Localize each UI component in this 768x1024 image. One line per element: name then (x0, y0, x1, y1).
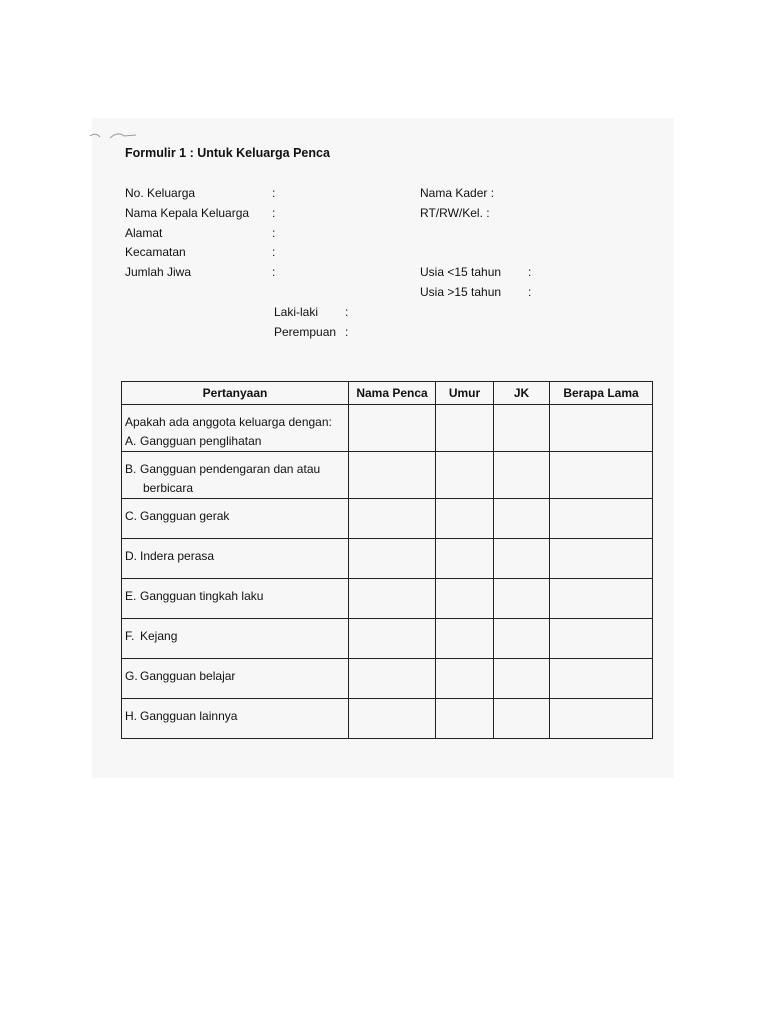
berapa-lama-cell[interactable] (550, 699, 653, 739)
jk-cell[interactable] (494, 579, 550, 619)
table-header-row (122, 382, 653, 405)
question-letter: B. (125, 462, 137, 476)
jk-cell[interactable] (494, 699, 550, 739)
question-cell (122, 579, 349, 619)
field-label-jumlah-jiwa: Jumlah Jiwa (125, 265, 192, 279)
field-label-usia-over-15: Usia >15 tahun (420, 285, 502, 299)
field-label-usia-under-15: Usia <15 tahun (420, 265, 502, 279)
umur-cell[interactable] (436, 659, 494, 699)
header-berapa-lama: Berapa Lama (550, 382, 653, 405)
field-label-rt-rw-kel: RT/RW/Kel. : (420, 206, 490, 220)
question-text: Gangguan belajar (140, 669, 236, 683)
table-row (122, 659, 653, 699)
jk-cell[interactable] (494, 452, 550, 499)
field-label-no-keluarga: No. Keluarga (125, 186, 196, 200)
question-letter: A. (125, 434, 137, 448)
berapa-lama-cell[interactable] (550, 539, 653, 579)
nama-penca-cell[interactable] (349, 619, 436, 659)
field-colon: : (272, 226, 276, 240)
question-cell (122, 699, 349, 739)
header-jk: JK (494, 382, 550, 405)
umur-cell[interactable] (436, 619, 494, 659)
berapa-lama-cell[interactable] (550, 619, 653, 659)
jk-cell[interactable] (494, 619, 550, 659)
question-cell (122, 499, 349, 539)
jk-cell[interactable] (494, 499, 550, 539)
header-pertanyaan: Pertanyaan (122, 382, 349, 405)
field-colon: : (528, 285, 532, 299)
question-letter: C. (125, 509, 137, 523)
jk-cell[interactable] (494, 405, 550, 452)
field-label-alamat: Alamat (125, 226, 163, 240)
umur-cell[interactable] (436, 539, 494, 579)
header-umur: Umur (436, 382, 494, 405)
field-colon: : (272, 186, 276, 200)
nama-penca-cell[interactable] (349, 452, 436, 499)
berapa-lama-cell[interactable] (550, 405, 653, 452)
jk-cell[interactable] (494, 539, 550, 579)
table-row (122, 405, 653, 452)
question-letter: D. (125, 549, 137, 563)
question-text: Gangguan penglihatan (140, 434, 262, 448)
header-nama-penca: Nama Penca (349, 382, 436, 405)
question-text: Indera perasa (140, 549, 215, 563)
question-letter: G. (125, 669, 138, 683)
question-cell (122, 452, 349, 499)
table-row (122, 539, 653, 579)
table-row (122, 499, 653, 539)
berapa-lama-cell[interactable] (550, 499, 653, 539)
scan-mark (88, 128, 138, 144)
question-cell (122, 539, 349, 579)
question-intro: Apakah ada anggota keluarga dengan: (125, 415, 332, 429)
umur-cell[interactable] (436, 405, 494, 452)
field-label-laki-laki: Laki-laki (274, 305, 319, 319)
field-colon: : (272, 206, 276, 220)
field-label-nama-kepala-keluarga: Nama Kepala Keluarga (125, 206, 250, 220)
field-colon: : (272, 245, 276, 259)
nama-penca-cell[interactable] (349, 499, 436, 539)
disability-table (121, 381, 653, 739)
umur-cell[interactable] (436, 452, 494, 499)
question-text: Gangguan pendengaran dan atau (140, 462, 321, 476)
question-cell (122, 659, 349, 699)
question-text-continued: berbicara (143, 481, 194, 495)
question-letter: E. (125, 589, 137, 603)
nama-penca-cell[interactable] (349, 539, 436, 579)
question-text: Gangguan lainnya (140, 709, 238, 723)
field-label-nama-kader: Nama Kader : (420, 186, 495, 200)
field-label-perempuan: Perempuan (274, 325, 337, 339)
table-row (122, 699, 653, 739)
table-row (122, 452, 653, 499)
umur-cell[interactable] (436, 699, 494, 739)
umur-cell[interactable] (436, 499, 494, 539)
table-row (122, 619, 653, 659)
nama-penca-cell[interactable] (349, 579, 436, 619)
jk-cell[interactable] (494, 659, 550, 699)
question-text: Kejang (140, 629, 178, 643)
question-letter: H. (125, 709, 137, 723)
field-colon: : (272, 265, 276, 279)
question-cell (122, 405, 349, 452)
field-colon: : (345, 305, 349, 319)
question-text: Gangguan tingkah laku (140, 589, 264, 603)
question-cell (122, 619, 349, 659)
question-letter: F. (125, 629, 135, 643)
nama-penca-cell[interactable] (349, 405, 436, 452)
berapa-lama-cell[interactable] (550, 452, 653, 499)
form-title: Formulir 1 : Untuk Keluarga Penca (125, 146, 330, 160)
field-colon: : (345, 325, 349, 339)
umur-cell[interactable] (436, 579, 494, 619)
nama-penca-cell[interactable] (349, 699, 436, 739)
table-row (122, 579, 653, 619)
berapa-lama-cell[interactable] (550, 659, 653, 699)
field-colon: : (528, 265, 532, 279)
question-text: Gangguan gerak (140, 509, 230, 523)
nama-penca-cell[interactable] (349, 659, 436, 699)
berapa-lama-cell[interactable] (550, 579, 653, 619)
field-label-kecamatan: Kecamatan (125, 245, 186, 259)
